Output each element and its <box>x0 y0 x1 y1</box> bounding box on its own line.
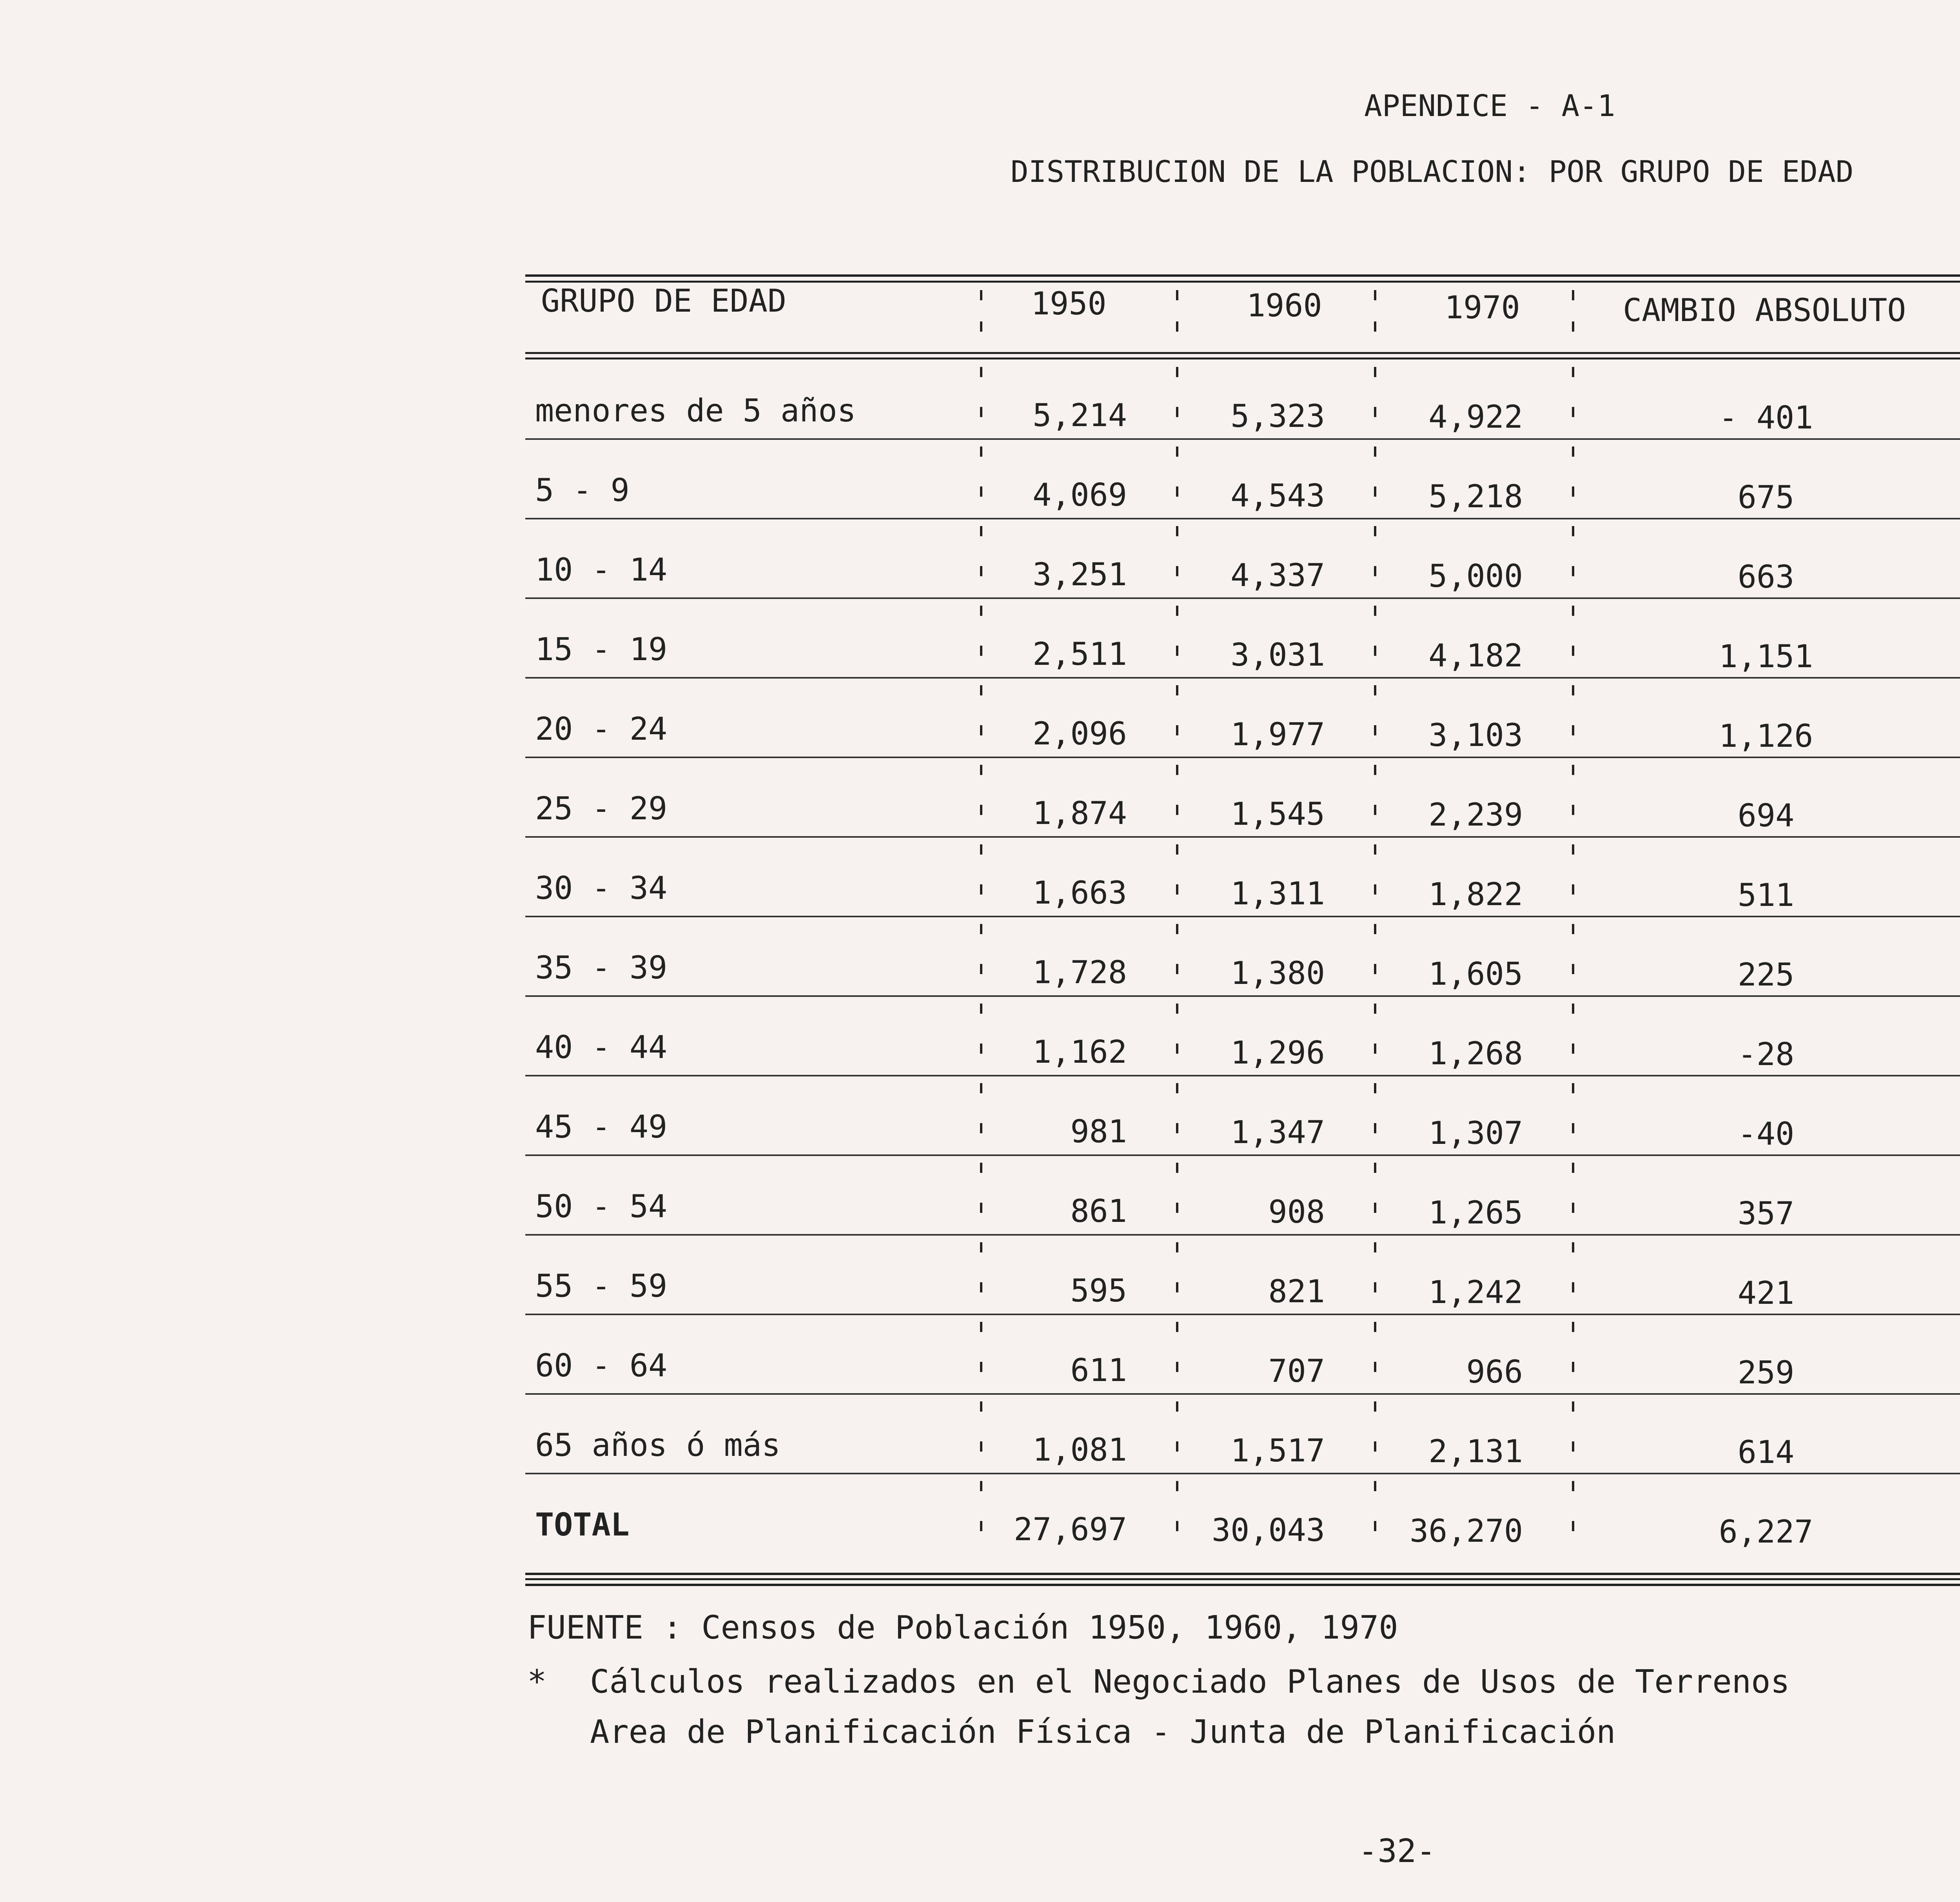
row-divider <box>525 1393 1960 1395</box>
cell-group: 5 - 9 <box>535 472 630 508</box>
column-separator-tick <box>1176 805 1178 815</box>
cell-change: 614 <box>1737 1434 1795 1470</box>
cell-1970: 5,218 <box>1428 478 1523 515</box>
cell-1970: 1,265 <box>1428 1194 1523 1231</box>
column-separator-tick <box>1176 1044 1178 1054</box>
column-separator-tick <box>1176 1521 1178 1531</box>
header-1950: 1950 <box>1031 285 1107 322</box>
cell-change: 6,227 <box>1719 1514 1813 1550</box>
cell-change: 675 <box>1737 479 1795 515</box>
table-bottom-rule-mid <box>525 1578 1960 1580</box>
column-separator-tick <box>1374 290 1376 300</box>
cell-1960: 1,517 <box>1230 1432 1325 1469</box>
column-separator-tick <box>980 1044 982 1054</box>
column-separator-tick <box>1572 884 1574 895</box>
column-separator-tick <box>1176 1242 1178 1252</box>
cell-1950: 861 <box>1070 1193 1127 1229</box>
cell-1950: 1,081 <box>1033 1432 1127 1468</box>
column-separator-tick <box>1176 646 1178 656</box>
column-separator-tick <box>980 924 982 934</box>
cell-1950: 1,874 <box>1033 795 1127 831</box>
column-separator-tick <box>1572 526 1574 536</box>
cell-1960: 5,323 <box>1230 398 1325 434</box>
column-separator-tick <box>1176 844 1178 855</box>
column-separator-tick <box>980 1123 982 1133</box>
column-separator-tick <box>980 526 982 536</box>
cell-group: 30 - 34 <box>535 870 668 906</box>
cell-group: 10 - 14 <box>535 552 668 588</box>
column-separator-tick <box>1572 1004 1574 1014</box>
cell-1950: 4,069 <box>1033 477 1127 513</box>
column-separator-tick <box>1374 1242 1376 1252</box>
row-divider <box>525 438 1960 440</box>
column-separator-tick <box>980 1083 982 1093</box>
row-divider <box>525 518 1960 519</box>
column-separator-tick <box>980 1242 982 1252</box>
column-separator-tick <box>1374 526 1376 536</box>
column-separator-tick <box>1572 1163 1574 1173</box>
column-separator-tick <box>1176 1481 1178 1491</box>
cell-group: 60 - 64 <box>535 1347 668 1384</box>
row-divider <box>525 1314 1960 1315</box>
row-divider <box>525 1154 1960 1156</box>
row-divider <box>525 597 1960 599</box>
cell-change: 511 <box>1737 877 1795 913</box>
page-title: DISTRIBUCION DE LA POBLACION: POR GRUPO DE EDAD <box>1011 154 1854 189</box>
column-separator-tick <box>1176 964 1178 974</box>
column-separator-tick <box>1572 407 1574 417</box>
column-separator-tick <box>1572 765 1574 775</box>
column-separator-tick <box>1572 964 1574 974</box>
cell-1970: 3,103 <box>1428 717 1523 753</box>
cell-1960: 908 <box>1268 1194 1325 1230</box>
cell-1950: 595 <box>1070 1272 1127 1309</box>
cell-1970: 4,182 <box>1428 637 1523 674</box>
cell-change: 1,151 <box>1719 638 1813 675</box>
column-separator-tick <box>1572 805 1574 815</box>
cell-1960: 4,337 <box>1230 557 1325 593</box>
column-separator-tick <box>1374 884 1376 895</box>
cell-1970: 2,131 <box>1428 1433 1523 1470</box>
column-separator-tick <box>1572 924 1574 934</box>
cell-change: -28 <box>1737 1036 1795 1073</box>
column-separator-tick <box>1572 1322 1574 1332</box>
column-separator-tick <box>1176 1322 1178 1332</box>
cell-1950: 2,096 <box>1033 715 1127 752</box>
column-separator-tick <box>1572 1521 1574 1531</box>
header-bottom-rule-inner <box>525 358 1960 359</box>
column-separator-tick <box>1374 1521 1376 1531</box>
column-separator-tick <box>1176 486 1178 497</box>
column-separator-tick <box>980 1282 982 1292</box>
column-separator-tick <box>980 1521 982 1531</box>
cell-change: - 401 <box>1719 399 1813 436</box>
row-divider <box>525 757 1960 758</box>
column-separator-tick <box>1572 446 1574 457</box>
row-divider <box>525 995 1960 997</box>
column-separator-tick <box>1176 1282 1178 1292</box>
cell-1960: 3,031 <box>1230 637 1325 673</box>
cell-1960: 1,347 <box>1230 1114 1325 1151</box>
column-separator-tick <box>1572 486 1574 497</box>
cell-1970: 966 <box>1466 1354 1523 1390</box>
column-separator-tick <box>980 805 982 815</box>
cell-group: 45 - 49 <box>535 1109 668 1145</box>
cell-group: 15 - 19 <box>535 631 668 668</box>
cell-1960: 1,296 <box>1230 1034 1325 1071</box>
column-separator-tick <box>1176 685 1178 695</box>
column-separator-tick <box>1374 685 1376 695</box>
cell-group: menores de 5 años <box>535 392 856 429</box>
cell-1950: 981 <box>1070 1113 1127 1150</box>
cell-1950: 3,251 <box>1033 556 1127 593</box>
column-separator-tick <box>1572 1481 1574 1491</box>
header-1960: 1960 <box>1247 287 1322 324</box>
column-separator-tick <box>1176 1362 1178 1372</box>
column-separator-tick <box>980 1441 982 1452</box>
column-separator-tick <box>980 290 982 300</box>
row-divider <box>525 1075 1960 1076</box>
column-separator-tick <box>1572 1242 1574 1252</box>
column-separator-tick <box>1572 725 1574 735</box>
header-bottom-rule <box>525 352 1960 354</box>
column-separator-tick <box>1176 290 1178 300</box>
column-separator-tick <box>1374 805 1376 815</box>
cell-1950: 2,511 <box>1033 636 1127 672</box>
cell-group: 40 - 44 <box>535 1029 668 1065</box>
column-separator-tick <box>980 486 982 497</box>
column-separator-tick <box>1572 1083 1574 1093</box>
column-separator-tick <box>1374 844 1376 855</box>
cell-change: 663 <box>1737 559 1795 595</box>
column-separator-tick <box>1374 367 1376 377</box>
cell-1950: 1,162 <box>1033 1034 1127 1070</box>
cell-1950: 1,663 <box>1033 875 1127 911</box>
cell-1970: 1,822 <box>1428 876 1523 913</box>
cell-1950: 27,697 <box>1014 1511 1127 1548</box>
column-separator-tick <box>1374 1004 1376 1014</box>
cell-change: 694 <box>1737 797 1795 834</box>
note-asterisk: * <box>527 1663 547 1701</box>
column-separator-tick <box>1572 1203 1574 1213</box>
column-separator-tick <box>980 725 982 735</box>
column-separator-tick <box>1176 446 1178 457</box>
column-separator-tick <box>1176 321 1178 332</box>
cell-1960: 4,543 <box>1230 477 1325 514</box>
column-separator-tick <box>1176 1441 1178 1452</box>
column-separator-tick <box>980 765 982 775</box>
cell-change: 225 <box>1737 956 1795 993</box>
column-separator-tick <box>980 407 982 417</box>
column-separator-tick <box>980 1163 982 1173</box>
column-separator-tick <box>1374 566 1376 576</box>
column-separator-tick <box>1374 1123 1376 1133</box>
column-separator-tick <box>980 1401 982 1412</box>
column-separator-tick <box>980 884 982 895</box>
cell-group: 65 años ó más <box>535 1427 781 1463</box>
column-separator-tick <box>1374 1401 1376 1412</box>
column-separator-tick <box>1176 725 1178 735</box>
column-separator-tick <box>1374 321 1376 332</box>
cell-1950: 1,728 <box>1033 954 1127 991</box>
column-separator-tick <box>980 321 982 332</box>
column-separator-tick <box>1374 1441 1376 1452</box>
column-separator-tick <box>1572 1044 1574 1054</box>
cell-1960: 1,545 <box>1230 796 1325 832</box>
cell-group: 50 - 54 <box>535 1188 668 1225</box>
column-separator-tick <box>1572 844 1574 855</box>
column-separator-tick <box>1374 1282 1376 1292</box>
column-separator-tick <box>1572 1401 1574 1412</box>
column-separator-tick <box>1572 1362 1574 1372</box>
column-separator-tick <box>1374 407 1376 417</box>
column-separator-tick <box>1176 1083 1178 1093</box>
page-number: -32- <box>1358 1833 1436 1870</box>
column-separator-tick <box>1176 1004 1178 1014</box>
column-separator-tick <box>980 1203 982 1213</box>
column-separator-tick <box>1374 1322 1376 1332</box>
row-divider <box>525 836 1960 838</box>
column-separator-tick <box>1374 1362 1376 1372</box>
calculation-note: Cálculos realizados en el Negociado Planes de Usos de Terrenos <box>590 1663 1790 1701</box>
column-separator-tick <box>1176 765 1178 775</box>
column-separator-tick <box>1374 606 1376 616</box>
column-separator-tick <box>980 1362 982 1372</box>
column-separator-tick <box>1374 1044 1376 1054</box>
cell-1970: 5,000 <box>1428 558 1523 594</box>
column-separator-tick <box>980 646 982 656</box>
column-separator-tick <box>980 964 982 974</box>
column-separator-tick <box>1176 884 1178 895</box>
column-separator-tick <box>1572 1441 1574 1452</box>
column-separator-tick <box>1572 321 1574 332</box>
column-separator-tick <box>1572 566 1574 576</box>
column-separator-tick <box>1374 1163 1376 1173</box>
cell-1950: 611 <box>1070 1352 1127 1388</box>
column-separator-tick <box>980 367 982 377</box>
cell-1970: 36,270 <box>1410 1513 1523 1549</box>
column-separator-tick <box>1176 526 1178 536</box>
header-1970: 1970 <box>1445 289 1520 326</box>
column-separator-tick <box>1374 1083 1376 1093</box>
cell-1960: 1,977 <box>1230 716 1325 753</box>
column-separator-tick <box>1572 1282 1574 1292</box>
column-separator-tick <box>1176 1401 1178 1412</box>
column-separator-tick <box>1572 646 1574 656</box>
column-separator-tick <box>1374 964 1376 974</box>
row-divider <box>525 916 1960 917</box>
column-separator-tick <box>1176 1163 1178 1173</box>
column-separator-tick <box>1176 924 1178 934</box>
cell-change: 421 <box>1737 1275 1795 1311</box>
table-bottom-rule-inner <box>525 1584 1960 1586</box>
cell-1960: 707 <box>1268 1353 1325 1389</box>
cell-1970: 1,605 <box>1428 956 1523 992</box>
cell-group: 25 - 29 <box>535 790 668 827</box>
cell-1970: 4,922 <box>1428 399 1523 435</box>
cell-change: 1,126 <box>1719 718 1813 754</box>
planning-area-note: Area de Planificación Física - Junta de Planificación <box>590 1713 1616 1751</box>
cell-change: 357 <box>1737 1195 1795 1232</box>
row-divider <box>525 1234 1960 1236</box>
column-separator-tick <box>1572 1123 1574 1133</box>
column-separator-tick <box>1572 367 1574 377</box>
cell-change: -40 <box>1737 1116 1795 1152</box>
column-separator-tick <box>1176 1203 1178 1213</box>
cell-1970: 1,242 <box>1428 1274 1523 1310</box>
table-top-rule <box>525 274 1960 277</box>
cell-change: 259 <box>1737 1354 1795 1391</box>
column-separator-tick <box>1374 646 1376 656</box>
column-separator-tick <box>1176 606 1178 616</box>
row-divider <box>525 1473 1960 1474</box>
cell-1970: 1,268 <box>1428 1035 1523 1072</box>
cell-1960: 1,311 <box>1230 875 1325 912</box>
column-separator-tick <box>980 685 982 695</box>
column-separator-tick <box>1176 367 1178 377</box>
column-separator-tick <box>1176 1123 1178 1133</box>
column-separator-tick <box>980 446 982 457</box>
cell-group: 35 - 39 <box>535 949 668 986</box>
column-separator-tick <box>980 1004 982 1014</box>
column-separator-tick <box>980 606 982 616</box>
column-separator-tick <box>980 1322 982 1332</box>
column-separator-tick <box>1176 566 1178 576</box>
table-bottom-rule <box>525 1573 1960 1575</box>
cell-1970: 2,239 <box>1428 797 1523 833</box>
column-separator-tick <box>980 844 982 855</box>
cell-1960: 30,043 <box>1212 1512 1325 1548</box>
column-separator-tick <box>1374 1203 1376 1213</box>
column-separator-tick <box>1374 446 1376 457</box>
header-change: CAMBIO ABSOLUTO <box>1623 292 1906 328</box>
column-separator-tick <box>1374 725 1376 735</box>
source-note: FUENTE : Censos de Población 1950, 1960, 1970 <box>527 1609 1398 1646</box>
cell-1970: 1,307 <box>1428 1115 1523 1151</box>
cell-1960: 821 <box>1268 1273 1325 1310</box>
column-separator-tick <box>1572 685 1574 695</box>
cell-group: TOTAL <box>535 1506 630 1543</box>
cell-1960: 1,380 <box>1230 955 1325 991</box>
row-divider <box>525 677 1960 679</box>
column-separator-tick <box>1176 407 1178 417</box>
column-separator-tick <box>1374 924 1376 934</box>
cell-1950: 5,214 <box>1033 397 1127 434</box>
column-separator-tick <box>1374 765 1376 775</box>
column-separator-tick <box>1374 486 1376 497</box>
cell-group: 55 - 59 <box>535 1268 668 1304</box>
column-separator-tick <box>1374 1481 1376 1491</box>
appendix-label: APENDICE - A-1 <box>1364 88 1615 123</box>
column-separator-tick <box>1572 606 1574 616</box>
column-separator-tick <box>1572 290 1574 300</box>
column-separator-tick <box>980 566 982 576</box>
column-separator-tick <box>980 1481 982 1491</box>
cell-group: 20 - 24 <box>535 711 668 747</box>
header-group: GRUPO DE EDAD <box>541 283 787 319</box>
